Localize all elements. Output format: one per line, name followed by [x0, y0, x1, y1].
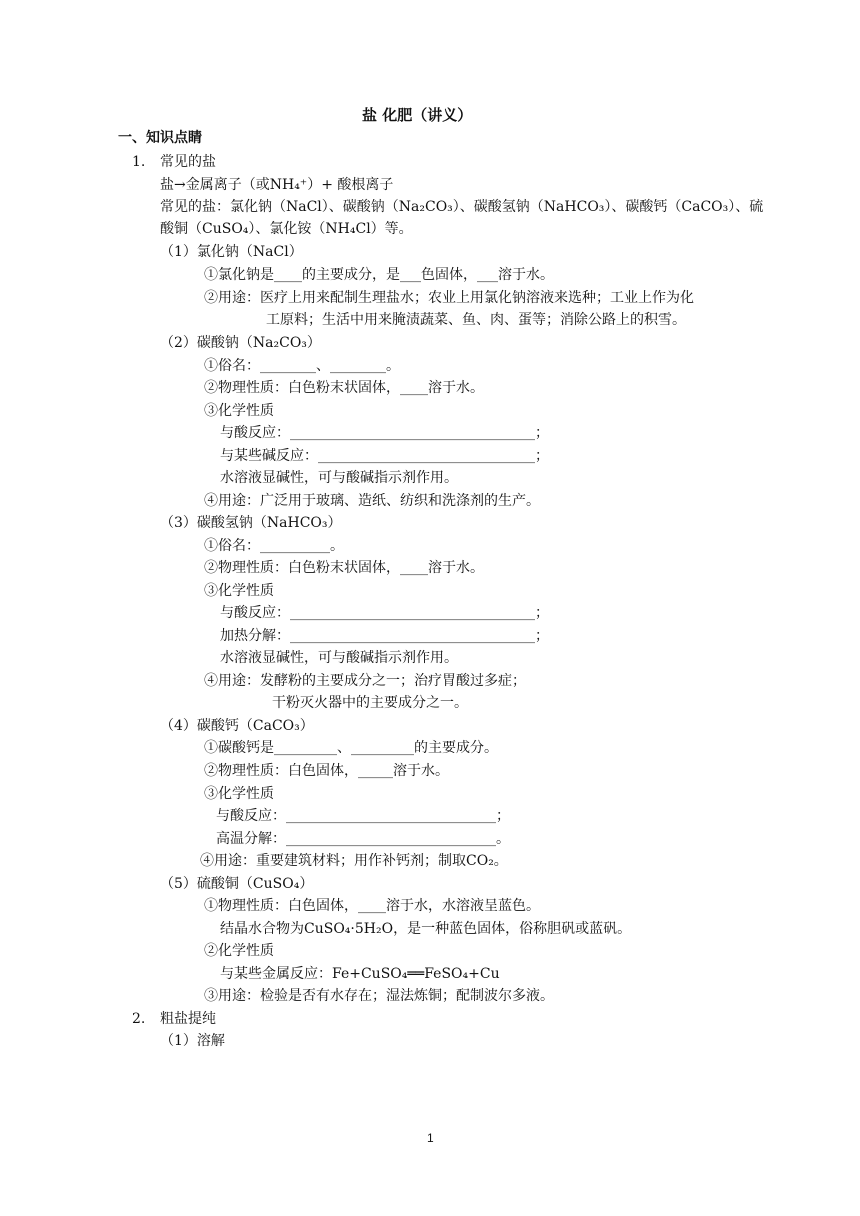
cuso4-heading: （5）硫酸铜（CuSO₄） — [160, 876, 314, 892]
cuso4-metal-reaction: 与某些金属反应：Fe+CuSO₄══FeSO₄+Cu — [220, 966, 500, 982]
na2co3-base-reaction: 与某些碱反应：_______________________________； — [220, 448, 549, 464]
na2co3-physical: ②物理性质：白色粉末状固体，____溶于水。 — [204, 380, 484, 396]
cuso4-chemical: ②化学性质 — [204, 943, 274, 959]
topic1-number: 1. — [132, 154, 146, 170]
na2co3-acid-reaction: 与酸反应：___________________________________； — [220, 425, 549, 441]
topic2-number: 2. — [132, 1011, 146, 1027]
caco3-heat-decomposition: 高温分解：______________________________。 — [216, 831, 510, 847]
caco3-heading: （4）碳酸钙（CaCO₃） — [160, 718, 314, 734]
topic1-heading: 常见的盐 — [160, 154, 216, 170]
topic2-subheading: （1）溶解 — [160, 1033, 225, 1049]
na2co3-chemical: ③化学性质 — [204, 403, 274, 419]
common-salts-line1: 常见的盐：氯化钠（NaCl）、碳酸钠（Na₂CO₃）、碳酸氢钠（NaHCO₃）、碳酸钙（CaCO₃）、硫 — [160, 199, 764, 215]
nacl-point1: ①氯化钠是____的主要成分，是___色固体，___溶于水。 — [204, 267, 554, 283]
cuso4-hydrate: 结晶水合物为CuSO₄·5H₂O，是一种蓝色固体，俗称胆矾或蓝矾。 — [220, 921, 632, 937]
salt-definition: 盐→金属离子（或NH₄⁺）+ 酸根离子 — [160, 177, 394, 193]
nacl-use-line2: 工原料；生活中用来腌渍蔬菜、鱼、肉、蛋等；消除公路上的积雪。 — [266, 312, 686, 328]
caco3-chemical: ③化学性质 — [204, 786, 274, 802]
caco3-acid-reaction: 与酸反应：______________________________； — [216, 808, 510, 824]
na2co3-alkaline: 水溶液显碱性，可与酸碱指示剂作用。 — [220, 470, 458, 486]
section-heading: 一、知识点睛 — [118, 130, 202, 146]
nahco3-heat-decomposition: 加热分解：___________________________________； — [220, 628, 549, 644]
na2co3-common-name: ①俗名：________、________。 — [204, 358, 400, 374]
na2co3-use: ④用途：广泛用于玻璃、造纸、纺织和洗涤剂的生产。 — [204, 493, 540, 509]
topic2-heading: 粗盐提纯 — [160, 1011, 216, 1027]
page-number: 1 — [427, 1131, 434, 1145]
na2co3-heading: （2）碳酸钠（Na₂CO₃） — [160, 335, 321, 351]
nahco3-use-line2: 干粉灭火器中的主要成分之一。 — [272, 695, 468, 711]
nahco3-acid-reaction: 与酸反应：___________________________________； — [220, 605, 549, 621]
nahco3-common-name: ①俗名：__________。 — [204, 538, 344, 554]
nahco3-chemical: ③化学性质 — [204, 583, 274, 599]
caco3-physical: ②物理性质：白色固体，_____溶于水。 — [204, 763, 449, 779]
nahco3-use-line1: ④用途：发酵粉的主要成分之一；治疗胃酸过多症； — [204, 673, 526, 689]
nacl-use-line1: ②用途：医疗上用来配制生理盐水；农业上用氯化钠溶液来选种；工业上作为化 — [204, 290, 694, 306]
cuso4-use: ③用途：检验是否有水存在；湿法炼铜；配制波尔多液。 — [204, 988, 554, 1004]
caco3-use: ④用途：重要建筑材料；用作补钙剂；制取CO₂。 — [200, 853, 508, 869]
nahco3-alkaline: 水溶液显碱性，可与酸碱指示剂作用。 — [220, 650, 458, 666]
nahco3-physical: ②物理性质：白色粉末状固体，____溶于水。 — [204, 560, 484, 576]
cuso4-physical: ①物理性质：白色固体，____溶于水，水溶液呈蓝色。 — [204, 898, 540, 914]
nacl-heading: （1）氯化钠（NaCl） — [160, 244, 303, 260]
page-title: 盐 化肥（讲义） — [362, 106, 473, 124]
nahco3-heading: （3）碳酸氢钠（NaHCO₃） — [160, 515, 342, 531]
caco3-point1: ①碳酸钙是_________、_________的主要成分。 — [204, 740, 498, 756]
common-salts-line2: 酸铜（CuSO₄）、氯化铵（NH₄Cl）等。 — [160, 221, 413, 237]
